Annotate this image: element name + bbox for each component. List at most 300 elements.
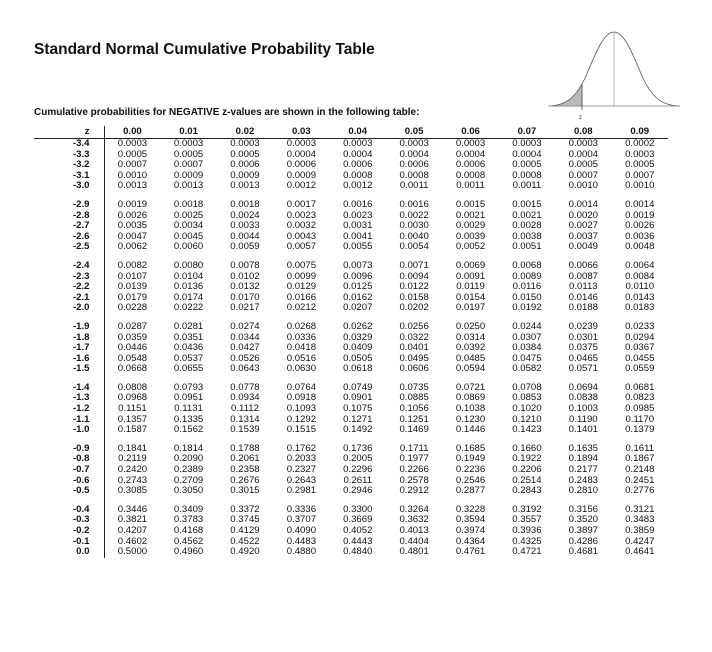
header-col-0.05: 0.05 <box>386 126 442 139</box>
probability-cell: 0.0013 <box>230 180 260 192</box>
probability-cell: 0.0011 <box>512 180 542 192</box>
probability-cell: 0.0024 <box>230 209 260 221</box>
probability-cell: 0.1131 <box>174 403 203 415</box>
probability-cell: 0.4960 <box>173 546 204 558</box>
probability-cell: 0.0032 <box>286 220 317 232</box>
probability-cell: 0.4483 <box>286 535 317 547</box>
probability-cell: 0.0068 <box>512 259 542 271</box>
probability-cell: 0.0008 <box>399 169 429 181</box>
probability-cell: 0.1093 <box>286 403 317 415</box>
table-row <box>34 425 668 436</box>
z-axis-label: z <box>579 115 582 121</box>
probability-cell: 0.0010 <box>568 180 598 192</box>
probability-cell: 0.3707 <box>286 514 317 526</box>
probability-cell: 0.4761 <box>455 546 486 558</box>
probability-cell: 0.2810 <box>568 485 598 497</box>
spacer-cell <box>34 497 104 505</box>
probability-cell: 0.0005 <box>512 159 542 171</box>
probability-cell: 0.0014 <box>568 198 598 210</box>
probability-cell: 0.0003 <box>343 138 373 149</box>
z-value-cell: -2.2 <box>34 282 104 293</box>
probability-cell: 0.0014 <box>625 198 655 210</box>
probability-cell: 0.0071 <box>399 259 429 271</box>
probability-cell: 0.0446 <box>117 342 148 354</box>
probability-cell: 0.0004 <box>343 148 373 160</box>
probability-cell: 0.0011 <box>399 180 429 192</box>
probability-cell: 0.4247 <box>625 535 655 547</box>
probability-cell: 0.4681 <box>568 546 598 558</box>
probability-cell: 0.0006 <box>343 159 373 171</box>
z-value-cell: -3.4 <box>34 139 104 150</box>
z-value-cell: -0.7 <box>34 465 104 476</box>
probability-cell: 0.0735 <box>399 381 429 393</box>
probability-cell: 0.0475 <box>512 352 542 364</box>
probability-cell: 0.0003 <box>568 138 598 149</box>
probability-cell: 0.0401 <box>399 342 429 354</box>
header-z: z <box>34 126 104 139</box>
probability-cell: 0.3085 <box>117 485 148 497</box>
probability-cell: 0.0021 <box>512 209 542 221</box>
probability-cell: 0.0064 <box>625 259 655 271</box>
table-row <box>34 303 668 314</box>
probability-cell: 0.0918 <box>286 392 317 404</box>
probability-cell: 0.0107 <box>117 270 148 282</box>
probability-cell: 0.0018 <box>173 198 204 210</box>
probability-cell: 0.0281 <box>173 320 204 332</box>
probability-cell: 0.0287 <box>117 320 148 332</box>
spacer-cell <box>34 375 104 383</box>
probability-cell: 0.0041 <box>343 230 373 242</box>
probability-cell: 0.0066 <box>568 259 598 271</box>
z-value-cell: -0.9 <box>34 444 104 455</box>
z-value-cell: -3.2 <box>34 160 104 171</box>
probability-cell: 0.4840 <box>343 546 373 558</box>
probability-cell: 0.1635 <box>568 442 598 454</box>
probability-cell: 0.1469 <box>399 424 429 436</box>
probability-cell: 0.1977 <box>399 453 429 465</box>
probability-cell: 0.3594 <box>455 514 486 526</box>
z-value-cell: -1.7 <box>34 343 104 354</box>
probability-cell: 0.0045 <box>173 230 204 242</box>
probability-cell: 0.1357 <box>117 413 148 425</box>
probability-cell: 0.0465 <box>568 352 598 364</box>
probability-cell: 0.2483 <box>568 474 598 486</box>
probability-cell: 0.0158 <box>399 291 429 303</box>
probability-cell: 0.0089 <box>512 270 542 282</box>
probability-cell: 0.3632 <box>399 514 429 526</box>
z-value-cell: -2.5 <box>34 242 104 253</box>
probability-cell: 0.0202 <box>399 302 429 314</box>
probability-cell: 0.0122 <box>399 281 429 293</box>
probability-cell: 0.0427 <box>230 342 260 354</box>
probability-cell: 0.2946 <box>343 485 373 497</box>
probability-cell: 0.0047 <box>117 230 148 242</box>
header-col-0.08: 0.08 <box>555 126 611 139</box>
probability-cell: 0.0010 <box>625 180 655 192</box>
header-col-0.03: 0.03 <box>273 126 329 139</box>
probability-cell: 0.1711 <box>399 442 429 454</box>
probability-cell: 0.1271 <box>343 413 373 425</box>
probability-cell: 0.0006 <box>230 159 260 171</box>
probability-cell: 0.3372 <box>230 503 260 515</box>
probability-cell: 0.0026 <box>625 220 655 232</box>
z-value-cell: -3.1 <box>34 171 104 182</box>
probability-cell: 0.2877 <box>455 485 486 497</box>
probability-cell: 0.0104 <box>173 270 204 282</box>
probability-cell: 0.0020 <box>568 209 598 221</box>
probability-cell: 0.0778 <box>230 381 260 393</box>
probability-cell: 0.1539 <box>230 424 260 436</box>
probability-cell: 0.2206 <box>512 464 542 476</box>
probability-cell: 0.4013 <box>399 525 429 536</box>
probability-cell: 0.2358 <box>230 464 260 476</box>
probability-cell: 0.0049 <box>568 241 598 253</box>
probability-cell: 0.0016 <box>343 198 373 210</box>
probability-cell: 0.0005 <box>625 159 655 171</box>
probability-cell: 0.1867 <box>625 453 655 465</box>
table-row <box>34 526 668 537</box>
z-value-cell: -0.3 <box>34 515 104 526</box>
probability-cell: 0.0188 <box>568 302 598 314</box>
probability-cell: 0.4880 <box>286 546 317 558</box>
probability-cell: 0.1170 <box>625 413 655 425</box>
z-table <box>34 126 668 558</box>
probability-cell: 0.0015 <box>512 198 542 210</box>
table-row <box>34 364 668 375</box>
probability-cell: 0.0080 <box>173 259 204 271</box>
probability-cell: 0.4602 <box>117 535 148 547</box>
z-value-cell: -1.1 <box>34 415 104 426</box>
probability-cell: 0.0004 <box>286 148 317 160</box>
probability-cell: 0.0055 <box>343 241 373 253</box>
probability-cell: 0.1814 <box>173 442 204 454</box>
probability-cell: 0.0010 <box>117 169 148 181</box>
probability-cell: 0.0038 <box>512 230 542 242</box>
probability-cell: 0.0003 <box>512 138 542 149</box>
probability-cell: 0.1210 <box>512 413 542 425</box>
probability-cell: 0.0154 <box>455 291 486 303</box>
probability-cell: 0.0808 <box>117 381 148 393</box>
probability-cell: 0.0367 <box>625 342 655 354</box>
probability-cell: 0.4129 <box>230 525 260 536</box>
probability-cell: 0.5000 <box>117 546 148 558</box>
probability-cell: 0.0336 <box>286 331 317 343</box>
probability-cell: 0.0044 <box>230 230 260 242</box>
probability-cell: 0.0012 <box>343 180 373 192</box>
probability-cell: 0.3669 <box>343 514 373 526</box>
probability-cell: 0.0392 <box>455 342 486 354</box>
probability-cell: 0.0559 <box>625 363 655 375</box>
table-row <box>34 547 668 558</box>
probability-cell: 0.2514 <box>512 474 542 486</box>
probability-cell: 0.0013 <box>173 180 204 192</box>
probability-cell: 0.0069 <box>455 259 486 271</box>
probability-cell: 0.0694 <box>568 381 598 393</box>
probability-cell: 0.0233 <box>625 320 655 332</box>
probability-cell: 0.0019 <box>625 209 655 221</box>
probability-cell: 0.3300 <box>343 503 373 515</box>
probability-cell: 0.0139 <box>117 281 148 293</box>
probability-cell: 0.0268 <box>286 320 317 332</box>
probability-cell: 0.0244 <box>512 320 542 332</box>
probability-cell: 0.0436 <box>173 342 204 354</box>
probability-cell: 0.0040 <box>399 230 429 242</box>
probability-cell: 0.2296 <box>343 464 373 476</box>
probability-cell: 0.0329 <box>343 331 373 343</box>
z-value-cell: -1.0 <box>34 425 104 436</box>
z-value-cell: -1.4 <box>34 383 104 394</box>
probability-cell: 0.0618 <box>343 363 373 375</box>
probability-cell: 0.0021 <box>455 209 486 221</box>
header-col-0.09: 0.09 <box>612 126 668 139</box>
probability-cell: 0.2912 <box>399 485 429 497</box>
probability-cell: 0.0018 <box>230 198 260 210</box>
probability-cell: 0.0250 <box>455 320 486 332</box>
probability-cell: 0.0082 <box>117 259 148 271</box>
probability-cell: 0.1379 <box>625 424 655 436</box>
probability-cell: 0.4920 <box>230 546 260 558</box>
probability-cell: 0.0307 <box>512 331 542 343</box>
probability-cell: 0.0571 <box>568 363 598 375</box>
probability-cell: 0.0869 <box>455 392 486 404</box>
probability-cell: 0.0003 <box>286 138 317 149</box>
probability-cell: 0.0012 <box>286 180 317 192</box>
table-row <box>34 242 668 253</box>
probability-cell: 0.0005 <box>173 148 204 160</box>
probability-cell: 0.0005 <box>230 148 260 160</box>
probability-cell: 0.0207 <box>343 302 373 314</box>
probability-cell: 0.0951 <box>173 392 204 404</box>
probability-cell: 0.1611 <box>625 442 655 454</box>
probability-cell: 0.2676 <box>230 474 260 486</box>
probability-cell: 0.0091 <box>455 270 486 282</box>
z-value-cell: -1.6 <box>34 354 104 365</box>
probability-cell: 0.4641 <box>625 546 655 558</box>
z-value-cell: -1.3 <box>34 393 104 404</box>
probability-cell: 0.0008 <box>455 169 486 181</box>
probability-cell: 0.4052 <box>343 525 373 536</box>
probability-cell: 0.1841 <box>117 442 148 454</box>
probability-cell: 0.0096 <box>343 270 373 282</box>
probability-cell: 0.0007 <box>117 159 148 171</box>
probability-cell: 0.2033 <box>286 453 317 465</box>
probability-cell: 0.3409 <box>173 503 204 515</box>
probability-cell: 0.0582 <box>512 363 542 375</box>
z-value-cell: -2.1 <box>34 293 104 304</box>
probability-cell: 0.0006 <box>286 159 317 171</box>
probability-cell: 0.0102 <box>230 270 260 282</box>
probability-cell: 0.1660 <box>512 442 542 454</box>
probability-cell: 0.4090 <box>286 525 317 536</box>
probability-cell: 0.3821 <box>117 514 148 526</box>
probability-cell: 0.0002 <box>625 138 655 149</box>
probability-cell: 0.2743 <box>117 474 148 486</box>
probability-cell: 0.0606 <box>399 363 429 375</box>
table-row <box>34 261 668 272</box>
probability-cell: 0.1562 <box>173 424 204 436</box>
probability-cell: 0.2148 <box>625 464 655 476</box>
header-col-0.06: 0.06 <box>442 126 498 139</box>
probability-cell: 0.1056 <box>399 403 429 415</box>
probability-cell: 0.0968 <box>117 392 148 404</box>
probability-cell: 0.1151 <box>118 403 147 415</box>
probability-cell: 0.0052 <box>455 241 486 253</box>
probability-cell: 0.1335 <box>173 413 204 425</box>
probability-cell: 0.0170 <box>230 291 260 303</box>
probability-cell: 0.2981 <box>286 485 317 497</box>
z-value-cell: -0.1 <box>34 537 104 548</box>
probability-cell: 0.4522 <box>230 535 260 547</box>
probability-cell: 0.0721 <box>455 381 486 393</box>
probability-cell: 0.0033 <box>230 220 260 232</box>
probability-cell: 0.0022 <box>399 209 429 221</box>
probability-cell: 0.0116 <box>512 281 542 293</box>
probability-cell: 0.0008 <box>512 169 542 181</box>
spacer-cell <box>34 436 104 444</box>
probability-cell: 0.1492 <box>343 424 373 436</box>
z-value-cell: -1.8 <box>34 333 104 344</box>
header-col-0.00: 0.00 <box>104 126 160 139</box>
probability-cell: 0.0505 <box>343 352 373 364</box>
probability-cell: 0.1788 <box>230 442 260 454</box>
probability-cell: 0.0060 <box>173 241 204 253</box>
probability-cell: 0.0006 <box>399 159 429 171</box>
probability-cell: 0.0681 <box>625 381 655 393</box>
probability-cell: 0.0985 <box>625 403 655 415</box>
probability-cell: 0.0409 <box>343 342 373 354</box>
probability-cell: 0.4443 <box>343 535 373 547</box>
probability-cell: 0.0039 <box>455 230 486 242</box>
probability-cell: 0.0294 <box>625 331 655 343</box>
probability-cell: 0.0594 <box>455 363 486 375</box>
probability-cell: 0.3264 <box>399 503 429 515</box>
probability-cell: 0.0853 <box>512 392 542 404</box>
probability-cell: 0.1075 <box>343 403 373 415</box>
probability-cell: 0.1587 <box>117 424 148 436</box>
probability-cell: 0.0749 <box>343 381 373 393</box>
probability-cell: 0.2177 <box>568 464 598 476</box>
probability-cell: 0.0384 <box>512 342 542 354</box>
probability-cell: 0.0708 <box>512 381 542 393</box>
probability-cell: 0.2236 <box>455 464 486 476</box>
probability-cell: 0.4364 <box>455 535 486 547</box>
probability-cell: 0.1685 <box>455 442 486 454</box>
probability-cell: 0.3936 <box>512 525 542 536</box>
probability-cell: 0.0004 <box>512 148 542 160</box>
probability-cell: 0.0322 <box>399 331 429 343</box>
probability-cell: 0.0005 <box>568 159 598 171</box>
probability-cell: 0.0239 <box>568 320 598 332</box>
probability-cell: 0.2327 <box>286 464 317 476</box>
probability-cell: 0.0011 <box>456 180 485 192</box>
probability-cell: 0.0075 <box>286 259 317 271</box>
probability-cell: 0.0004 <box>399 148 429 160</box>
bell-curve-icon <box>548 26 688 122</box>
probability-cell: 0.3483 <box>625 514 655 526</box>
probability-cell: 0.0027 <box>568 220 598 232</box>
probability-cell: 0.1292 <box>286 413 317 425</box>
probability-cell: 0.1515 <box>286 424 317 436</box>
probability-cell: 0.0174 <box>173 291 204 303</box>
probability-cell: 0.0146 <box>568 291 598 303</box>
probability-cell: 0.4207 <box>117 525 148 536</box>
probability-cell: 0.0025 <box>173 209 204 221</box>
spacer-cell <box>34 314 104 322</box>
probability-cell: 0.2451 <box>625 474 655 486</box>
probability-cell: 0.2090 <box>173 453 204 465</box>
z-value-cell: -2.3 <box>34 272 104 283</box>
probability-cell: 0.0037 <box>568 230 598 242</box>
probability-cell: 0.1446 <box>455 424 486 436</box>
probability-cell: 0.3783 <box>173 514 204 526</box>
probability-cell: 0.1003 <box>568 403 598 415</box>
probability-cell: 0.0901 <box>343 392 373 404</box>
probability-cell: 0.0026 <box>117 209 148 221</box>
probability-cell: 0.0023 <box>343 209 373 221</box>
probability-cell: 0.0003 <box>173 138 204 149</box>
probability-cell: 0.0003 <box>230 138 260 149</box>
z-value-cell: -2.6 <box>34 232 104 243</box>
z-value-cell: -3.0 <box>34 181 104 192</box>
probability-cell: 0.0073 <box>343 259 373 271</box>
probability-cell: 0.2119 <box>118 453 147 465</box>
probability-cell: 0.2709 <box>173 474 204 486</box>
probability-cell: 0.0217 <box>230 302 260 314</box>
z-value-cell: -2.7 <box>34 221 104 232</box>
probability-cell: 0.1230 <box>455 413 486 425</box>
probability-cell: 0.4325 <box>512 535 542 547</box>
probability-cell: 0.0125 <box>343 281 373 293</box>
probability-cell: 0.0455 <box>625 352 655 364</box>
probability-cell: 0.0119 <box>456 281 485 293</box>
probability-cell: 0.0030 <box>399 220 429 232</box>
probability-cell: 0.0004 <box>568 148 598 160</box>
probability-cell: 0.0418 <box>286 342 317 354</box>
table-caption: Cumulative probabilities for NEGATIVE z-values are shown in the following table: <box>34 107 420 118</box>
probability-cell: 0.0019 <box>117 198 148 210</box>
probability-cell: 0.0351 <box>173 331 204 343</box>
probability-cell: 0.2776 <box>625 485 655 497</box>
probability-cell: 0.0262 <box>343 320 373 332</box>
probability-cell: 0.3557 <box>512 514 542 526</box>
probability-cell: 0.4404 <box>399 535 429 547</box>
probability-cell: 0.0256 <box>399 320 429 332</box>
probability-cell: 0.0228 <box>117 302 148 314</box>
probability-cell: 0.0143 <box>625 291 655 303</box>
probability-cell: 0.0375 <box>568 342 598 354</box>
probability-cell: 0.0793 <box>173 381 204 393</box>
page-title: Standard Normal Cumulative Probability Table <box>34 41 375 58</box>
probability-cell: 0.0016 <box>399 198 429 210</box>
shaded-tail-area <box>550 84 582 106</box>
probability-cell: 0.0034 <box>173 220 204 232</box>
z-value-cell: -1.5 <box>34 364 104 375</box>
probability-cell: 0.0035 <box>117 220 148 232</box>
table-row <box>34 200 668 211</box>
probability-cell: 0.0013 <box>117 180 148 192</box>
probability-cell: 0.0057 <box>286 241 317 253</box>
probability-cell: 0.0643 <box>230 363 260 375</box>
probability-cell: 0.0359 <box>117 331 148 343</box>
z-value-cell: 0.0 <box>34 547 104 558</box>
probability-cell: 0.0162 <box>343 291 373 303</box>
probability-cell: 0.0003 <box>399 138 429 149</box>
probability-cell: 0.0008 <box>343 169 373 181</box>
header-col-0.04: 0.04 <box>330 126 386 139</box>
probability-cell: 0.0548 <box>117 352 148 364</box>
z-value-cell: -0.2 <box>34 526 104 537</box>
probability-cell: 0.0007 <box>568 169 598 181</box>
